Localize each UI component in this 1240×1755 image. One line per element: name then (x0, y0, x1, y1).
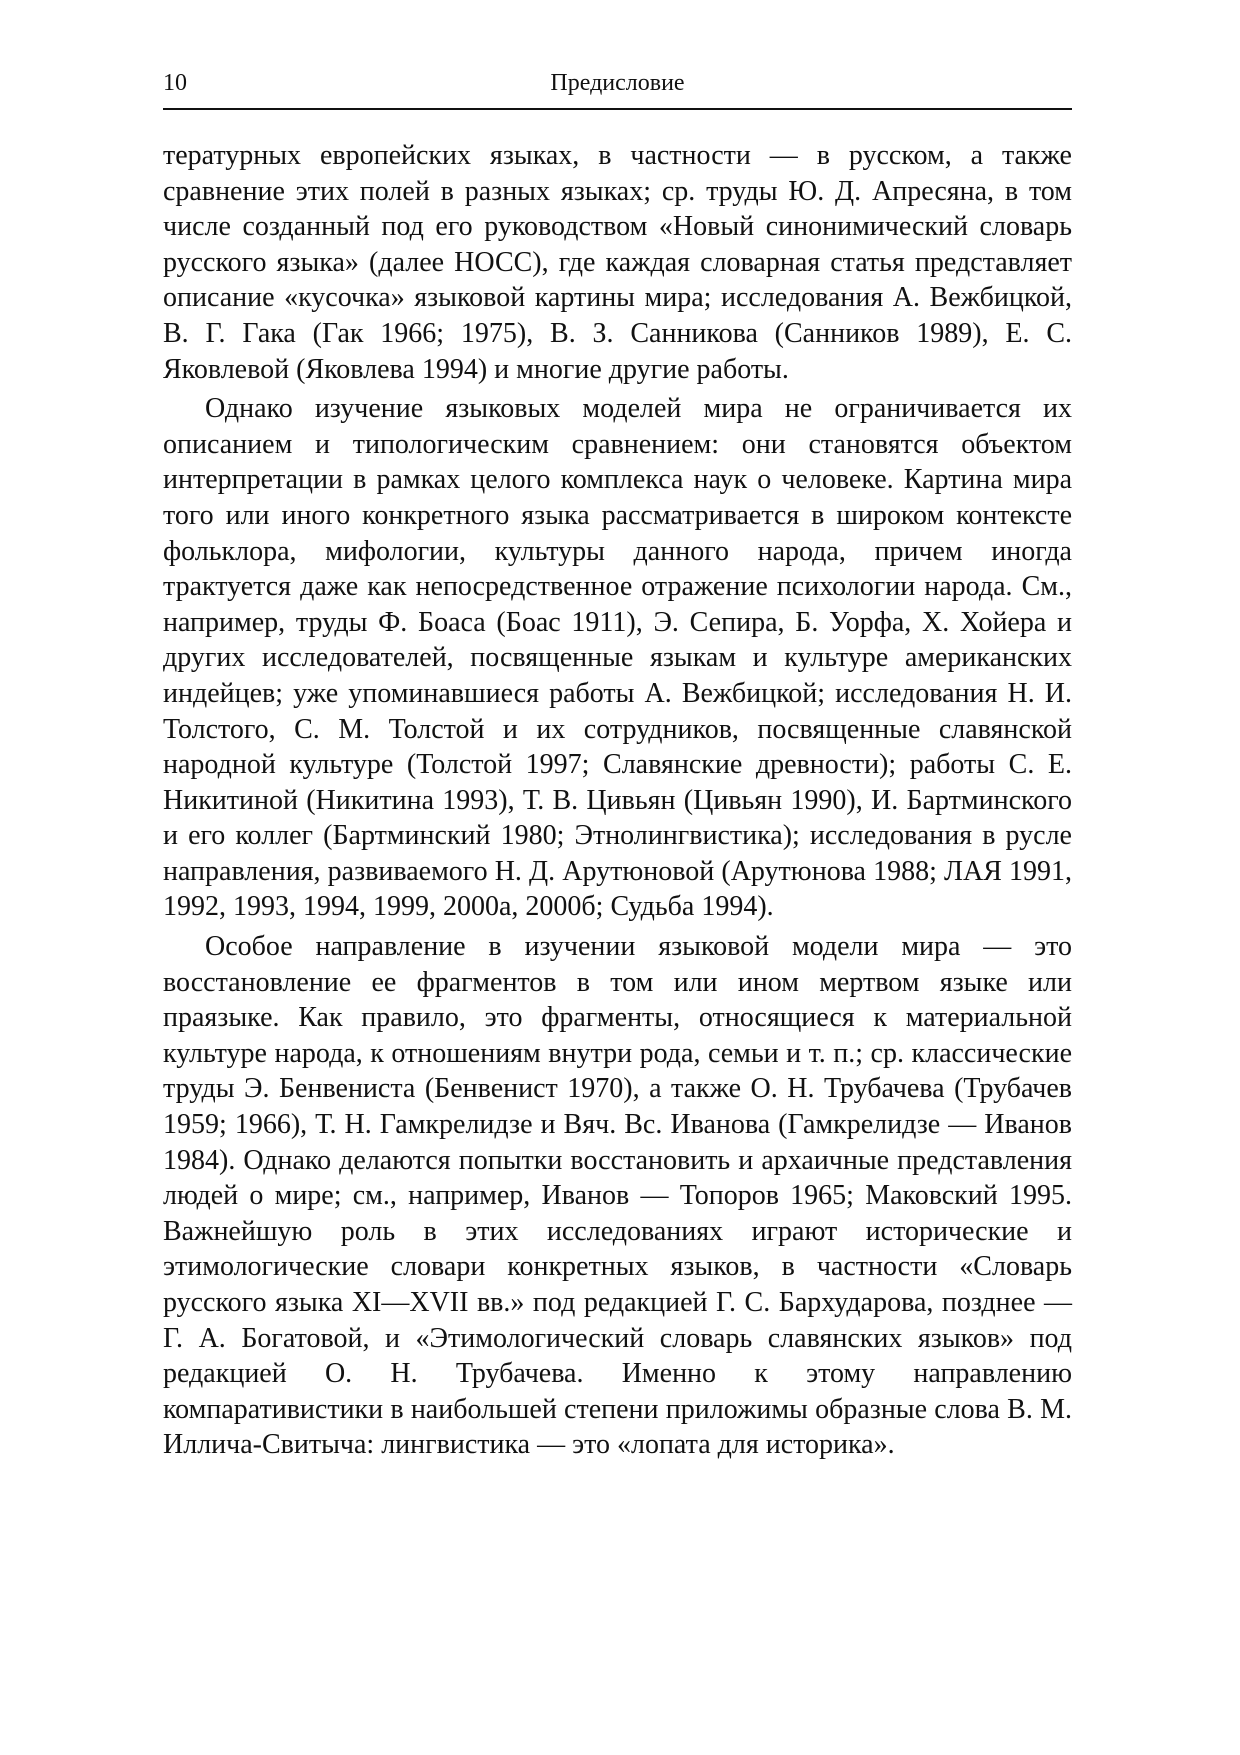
section-title: Предисловие (550, 70, 685, 96)
page-number: 10 (163, 70, 187, 96)
running-head (163, 66, 1072, 100)
paragraph-continued: тературных европейских языках, в частности — в русском, а также сравнение этих полей в разных языках; ср. труды Ю. Д. Апресяна, в том числе созданный под его руководством «Новый синонимический словарь русского языка» (далее НОСС), где каждая словарная статья представляет описание «кусочка» языковой картины мира; исследования А. Вежбицкой, В. Г. Гака (Гак 1966; 1975), В. З. Санникова (Санников 1989), Е. С. Яковлевой (Яковлева 1994) и многие другие работы. (163, 140, 1072, 385)
header-rule (163, 108, 1072, 110)
paragraph: Особое направление в изучении языковой модели мира — это восстановление ее фрагментов в том или ином мертвом языке или праязыке. Как правило, это фрагменты, относящиеся к материальной культуре народа, к отношениям внутри рода, семьи и т. п.; ср. классические труды Э. Бенвениста (Бенвенист 1970), а также О. Н. Трубачева (Трубачев 1959; 1966), Т. Н. Гамкрелидзе и Вяч. Вс. Иванова (Гамкрелидзе — Иванов 1984). Однако делаются попытки восстановить и архаичные представления людей о мире; см., например, Иванов — Топоров 1965; Маковский 1995. Важнейшую роль в этих исследованиях играют исторические и этимологические словари конкретных языков, в частности «Словарь русского языка XI—XVII вв.» под редакцией Г. С. Бархударова, позднее — Г. А. Богатовой, и «Этимологический словарь славянских языков» под редакцией О. Н. Трубачева. Именно к этому направлению компаративистики в наибольшей степени приложимы образные слова В. М. Иллича-Свитыча: лингвистика — это «лопата для историка». (163, 931, 1072, 1461)
body-text (163, 138, 1072, 1463)
paragraph: Однако изучение языковых моделей мира не ограничивается их описанием и типологическим сравнением: они становятся объектом интерпретации в рамках целого комплекса наук о человеке. Картина мира того или иного конкретного языка рассматривается в широком контексте фольклора, мифологии, культуры данного народа, причем иногда трактуется даже как непосредственное отражение психологии народа. См., например, труды Ф. Боаса (Боас 1911), Э. Сепира, Б. Уорфа, Х. Хойера и других исследователей, посвященные языкам и культуре американских индейцев; уже упоминавшиеся работы А. Вежбицкой; исследования Н. И. Толстого, С. М. Толстой и их сотрудников, посвященные славянской народной культуре (Толстой 1997; Славянские древности); работы С. Е. Никитиной (Никитина 1993), Т. В. Цивьян (Цивьян 1990), И. Бартминского и его коллег (Бартминский 1980; Этнолингвистика); исследования в русле направления, развиваемого Н. Д. Арутюновой (Арутюнова 1988; ЛАЯ 1991, 1992, 1993, 1994, 1999, 2000а, 2000б; Судьба 1994). (163, 393, 1072, 923)
